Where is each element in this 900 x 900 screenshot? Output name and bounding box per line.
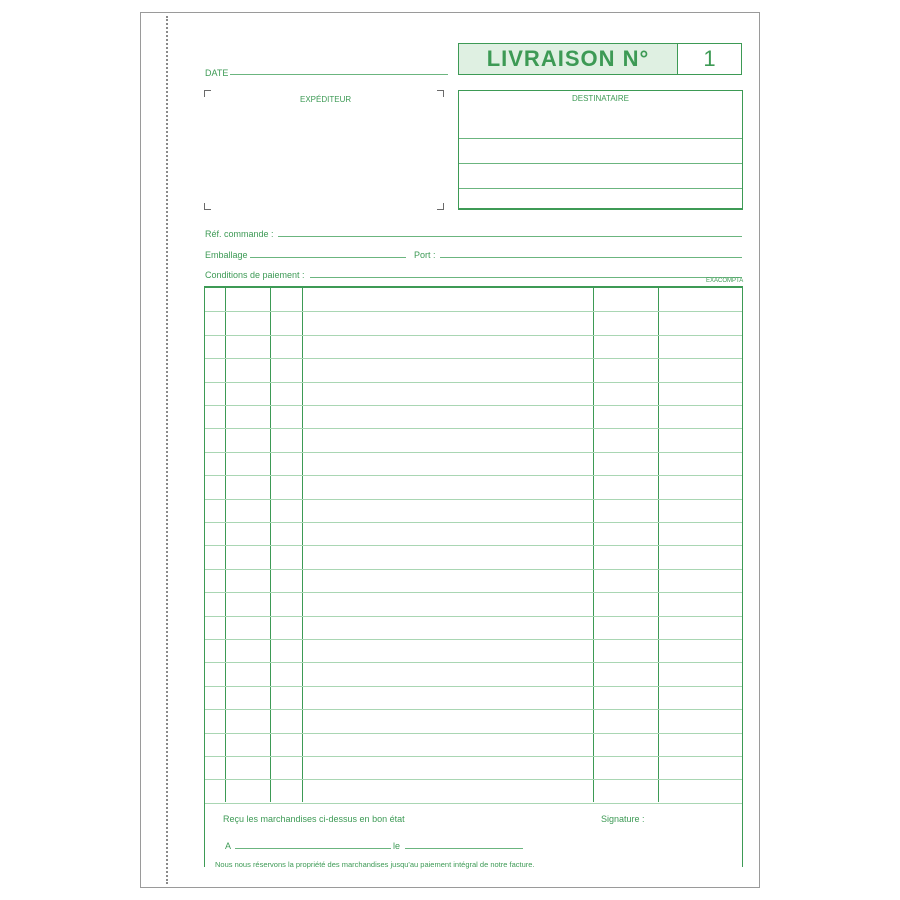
- shipping-label: Port :: [414, 250, 436, 260]
- recipient-label: DESTINATAIRE: [571, 94, 630, 103]
- table-row[interactable]: [205, 499, 742, 500]
- table-row[interactable]: [205, 616, 742, 617]
- recipient-line: [459, 188, 742, 189]
- signature-field[interactable]: [665, 810, 737, 842]
- table-row[interactable]: [205, 522, 742, 523]
- sender-field[interactable]: [210, 108, 436, 200]
- table-row[interactable]: [205, 592, 742, 593]
- table-row[interactable]: [205, 335, 742, 336]
- received-statement: Reçu les marchandises ci-dessus en bon état: [223, 814, 405, 824]
- table-row[interactable]: [205, 452, 742, 453]
- table-row[interactable]: [205, 545, 742, 546]
- table-row[interactable]: [205, 709, 742, 710]
- order-ref-label: Réf. commande :: [205, 229, 274, 239]
- table-row[interactable]: [205, 756, 742, 757]
- table-row[interactable]: [205, 686, 742, 687]
- table-row[interactable]: [205, 662, 742, 663]
- table-row[interactable]: [205, 311, 742, 312]
- delivery-number: 1: [703, 46, 716, 71]
- order-ref-field-line[interactable]: [278, 236, 742, 237]
- table-row[interactable]: [205, 405, 742, 406]
- date-on-label: le: [393, 841, 401, 851]
- signature-label: Signature :: [601, 814, 645, 824]
- corner-mark-top-right: [437, 90, 444, 97]
- items-table: [204, 286, 743, 867]
- title-box: [458, 43, 742, 75]
- table-row[interactable]: [205, 803, 742, 804]
- brand-mark: EXACOMPTA: [706, 278, 744, 284]
- recipient-line: [459, 163, 742, 164]
- corner-mark-bottom-right: [437, 203, 444, 210]
- recipient-line: [459, 138, 742, 139]
- perforation-line: [166, 16, 168, 884]
- date-on-field-line[interactable]: [405, 848, 523, 849]
- corner-mark-bottom-left: [204, 203, 211, 210]
- form-title: LIVRAISON N°: [459, 44, 678, 74]
- table-row[interactable]: [205, 779, 742, 780]
- date-label: DATE: [205, 68, 229, 78]
- sender-label: EXPÉDITEUR: [300, 95, 352, 104]
- place-field-line[interactable]: [235, 848, 391, 849]
- recipient-box[interactable]: [458, 90, 743, 210]
- payment-terms-field-line[interactable]: [310, 277, 742, 278]
- place-label: A: [225, 841, 232, 851]
- table-row[interactable]: [205, 358, 742, 359]
- packaging-field-line[interactable]: [250, 257, 406, 258]
- date-field-line[interactable]: [230, 74, 448, 75]
- corner-mark-top-left: [204, 90, 211, 97]
- shipping-field-line[interactable]: [440, 257, 742, 258]
- table-row[interactable]: [205, 428, 742, 429]
- table-row[interactable]: [205, 569, 742, 570]
- packaging-label: Emballage: [205, 250, 248, 260]
- payment-terms-label: Conditions de paiement :: [205, 270, 305, 280]
- ownership-footnote: Nous nous réservons la propriété des marchandises jusqu'au paiement intégral de notre facture.: [215, 860, 535, 869]
- table-row[interactable]: [205, 639, 742, 640]
- table-row[interactable]: [205, 475, 742, 476]
- table-row[interactable]: [205, 733, 742, 734]
- table-row[interactable]: [205, 382, 742, 383]
